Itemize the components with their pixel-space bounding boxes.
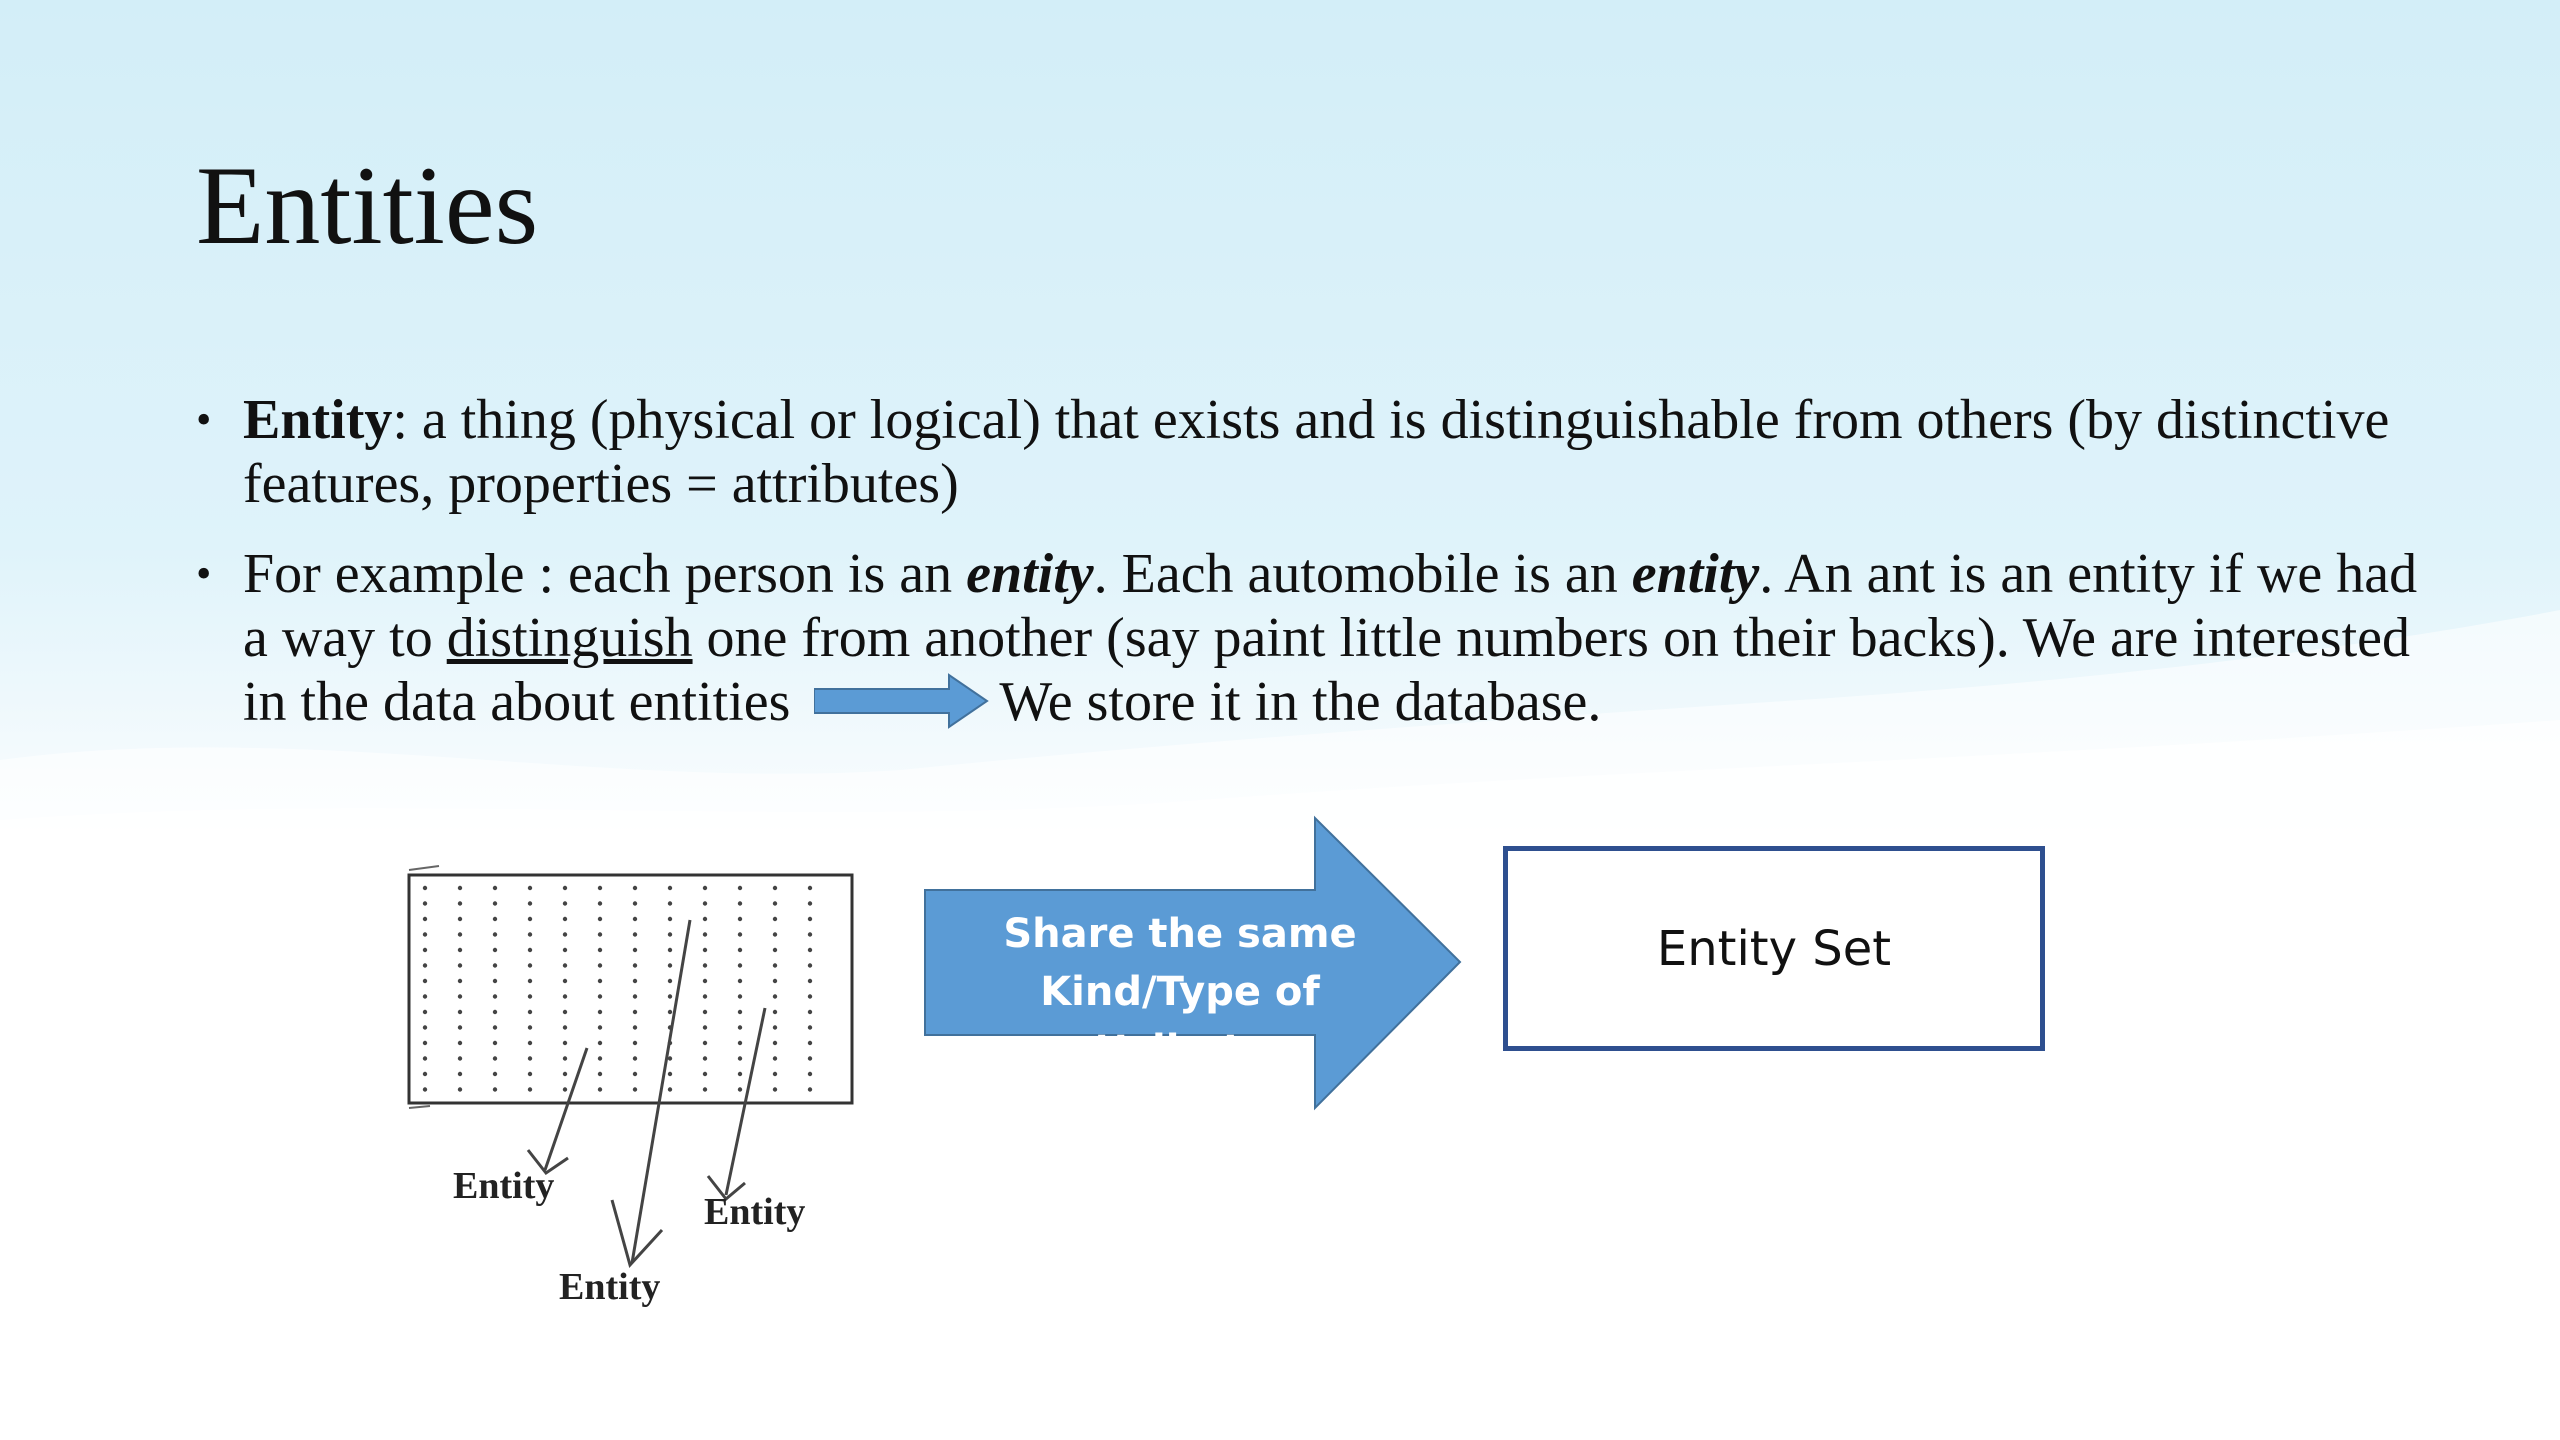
grid-dot (703, 1025, 707, 1029)
grid-dot (633, 932, 637, 936)
grid-dot (668, 901, 672, 905)
grid-dot (633, 886, 637, 890)
grid-dot (808, 932, 812, 936)
bullet-dot-icon: • (196, 549, 212, 598)
grid-dot (528, 979, 532, 983)
grid-dot (563, 1072, 567, 1076)
grid-dot (808, 917, 812, 921)
grid-dot (703, 1087, 707, 1091)
grid-dot (423, 994, 427, 998)
entity-label-bottom: Entity (559, 1266, 661, 1308)
grid-dot (563, 1056, 567, 1060)
grid-dot (633, 1087, 637, 1091)
grid-dot (703, 886, 707, 890)
entity-definition-text: : a thing (physical or logical) that exists and is distinguishable from others (by distinctive features, properties = attributes) (243, 389, 2390, 515)
grid-dot (598, 963, 602, 967)
example-text-4: one from another (say paint little numbers on their backs). We are interested in the data about entities (243, 607, 2410, 733)
grid-dot (808, 979, 812, 983)
grid-dot (598, 1056, 602, 1060)
grid-dot (668, 932, 672, 936)
grid-dot (458, 948, 462, 952)
grid-dot (808, 1010, 812, 1014)
grid-dot (773, 948, 777, 952)
grid-dot (458, 1041, 462, 1045)
grid-dot (773, 886, 777, 890)
grid-dot (458, 932, 462, 936)
grid-dot (633, 1056, 637, 1060)
grid-dot (703, 979, 707, 983)
grid-dot (563, 1087, 567, 1091)
grid-dot (773, 1010, 777, 1014)
grid-dot (773, 901, 777, 905)
grid-dot (493, 1010, 497, 1014)
grid-dot (633, 1025, 637, 1029)
arrow-caption-line-2: Kind/Type of attributes (1040, 969, 1320, 1073)
grid-dot (598, 886, 602, 890)
example-text-1: For example : each person is an (243, 543, 967, 605)
grid-dot (703, 901, 707, 905)
grid-dot (423, 1087, 427, 1091)
grid-dot (633, 963, 637, 967)
grid-dot (598, 1010, 602, 1014)
grid-dot (773, 1025, 777, 1029)
grid-dot (668, 994, 672, 998)
example-underlined-word: distinguish (446, 607, 693, 669)
slide-title: Entities (196, 144, 539, 268)
grid-dot (773, 1041, 777, 1045)
grid-dot (458, 1010, 462, 1014)
example-emphasis-1: entity (966, 543, 1094, 605)
grid-dot (493, 994, 497, 998)
arrow-caption (930, 905, 1430, 1079)
grid-dot (668, 886, 672, 890)
grid-dot (563, 901, 567, 905)
grid-dot (703, 1010, 707, 1014)
entity-set-box (1503, 846, 2045, 1051)
grid-dot (493, 1072, 497, 1076)
grid-dot (598, 948, 602, 952)
grid-dot (563, 1041, 567, 1045)
grid-dot (633, 994, 637, 998)
grid-dot (738, 948, 742, 952)
grid-dot (738, 994, 742, 998)
grid-dot (493, 886, 497, 890)
grid-dot (528, 1056, 532, 1060)
grid-dot (423, 917, 427, 921)
grid-dot (808, 1072, 812, 1076)
grid-dot (528, 917, 532, 921)
grid-dot (808, 1087, 812, 1091)
grid-dot (493, 979, 497, 983)
example-text-3: . An ant is an entity if we had a way to (243, 543, 2418, 669)
grid-dot (808, 886, 812, 890)
grid-dot (563, 948, 567, 952)
grid-dot (668, 963, 672, 967)
grid-dot (458, 1087, 462, 1091)
grid-dot (668, 948, 672, 952)
grid-dot (738, 917, 742, 921)
grid-dot (493, 917, 497, 921)
grid-dot (668, 979, 672, 983)
example-text-5: We store it in the database. (999, 671, 1602, 733)
grid-dot (493, 1025, 497, 1029)
grid-dot (528, 1025, 532, 1029)
grid-dot (633, 948, 637, 952)
grid-dot (598, 932, 602, 936)
grid-dot (563, 1025, 567, 1029)
grid-dot (528, 963, 532, 967)
grid-dot (703, 1072, 707, 1076)
grid-dot (423, 1010, 427, 1014)
grid-dot (493, 1087, 497, 1091)
grid-dot (493, 963, 497, 967)
grid-dot (423, 1041, 427, 1045)
grid-dot (738, 963, 742, 967)
grid-dot (703, 917, 707, 921)
grid-dot (773, 1072, 777, 1076)
grid-dot (458, 901, 462, 905)
grid-dot (563, 994, 567, 998)
grid-dot (528, 1072, 532, 1076)
entity-term: Entity (243, 389, 393, 451)
example-emphasis-2: entity (1631, 543, 1760, 605)
grid-dot (668, 1056, 672, 1060)
grid-dot (423, 1072, 427, 1076)
grid-dot (528, 901, 532, 905)
grid-dot (773, 917, 777, 921)
grid-dot (528, 886, 532, 890)
grid-dot (423, 979, 427, 983)
grid-dot (773, 994, 777, 998)
grid-dot (458, 886, 462, 890)
grid-dot (633, 901, 637, 905)
grid-dot (668, 1087, 672, 1091)
grid-dot (738, 1072, 742, 1076)
grid-dot (703, 994, 707, 998)
grid-dot (493, 932, 497, 936)
entity-set-label: Entity Set (1656, 920, 1892, 977)
grid-dot (528, 932, 532, 936)
grid-dot (633, 1041, 637, 1045)
grid-dot (458, 979, 462, 983)
entity-label-right: Entity (704, 1191, 806, 1233)
grid-dot (738, 1010, 742, 1014)
grid-dot (773, 1087, 777, 1091)
grid-dot (738, 1087, 742, 1091)
grid-dot (423, 1056, 427, 1060)
grid-dot (528, 1010, 532, 1014)
grid-dot (773, 932, 777, 936)
grid-dot (598, 1072, 602, 1076)
grid-dot (598, 994, 602, 998)
grid-dot (493, 1056, 497, 1060)
grid-dot (808, 1025, 812, 1029)
grid-dot (528, 1041, 532, 1045)
grid-dot (458, 963, 462, 967)
grid-dot (738, 1025, 742, 1029)
example-text-2: . Each automobile is an (1093, 543, 1632, 605)
grid-dot (423, 948, 427, 952)
grid-dot (808, 994, 812, 998)
grid-dot (808, 963, 812, 967)
grid-dot (598, 1025, 602, 1029)
grid-dot (563, 917, 567, 921)
grid-dot (528, 948, 532, 952)
grid-dot (703, 932, 707, 936)
grid-dot (598, 1087, 602, 1091)
grid-dot (528, 994, 532, 998)
grid-dot (598, 979, 602, 983)
grid-dot (738, 979, 742, 983)
grid-dot (668, 917, 672, 921)
grid-dot (738, 1056, 742, 1060)
grid-dot (423, 886, 427, 890)
grid-dot (493, 1041, 497, 1045)
grid-dot (633, 917, 637, 921)
grid-dot (773, 963, 777, 967)
grid-dot (738, 886, 742, 890)
grid-dot (458, 1056, 462, 1060)
grid-dot (598, 901, 602, 905)
grid-dot (773, 1056, 777, 1060)
grid-dot (423, 932, 427, 936)
grid-dot (493, 948, 497, 952)
grid-dot (563, 886, 567, 890)
grid-dot (423, 1025, 427, 1029)
grid-dot (493, 901, 497, 905)
grid-dot (668, 1010, 672, 1014)
grid-dot (633, 1072, 637, 1076)
grid-dot (668, 1072, 672, 1076)
grid-dot (458, 994, 462, 998)
entity-label-left: Entity (453, 1165, 555, 1207)
grid-dot (808, 1041, 812, 1045)
grid-dot (738, 901, 742, 905)
grid-dot (423, 963, 427, 967)
grid-dot (773, 979, 777, 983)
grid-dot (423, 901, 427, 905)
grid-dot (563, 1010, 567, 1014)
grid-dot (738, 932, 742, 936)
grid-dot (528, 1087, 532, 1091)
grid-dot (598, 1041, 602, 1045)
grid-dot (633, 979, 637, 983)
grid-dot (563, 932, 567, 936)
grid-dot (458, 1025, 462, 1029)
grid-dot (563, 979, 567, 983)
grid-dot (808, 948, 812, 952)
grid-dot (703, 948, 707, 952)
bullet-dot-icon: • (196, 395, 212, 444)
grid-dot (808, 901, 812, 905)
grid-dot (458, 917, 462, 921)
grid-dot (563, 963, 567, 967)
grid-dot (808, 1056, 812, 1060)
arrow-caption-line-1: Share the same (1003, 911, 1357, 957)
grid-dot (703, 1056, 707, 1060)
grid-dot (633, 1010, 637, 1014)
grid-dot (738, 1041, 742, 1045)
grid-dot (703, 1041, 707, 1045)
grid-dot (598, 917, 602, 921)
grid-dot (703, 963, 707, 967)
grid-dot (458, 1072, 462, 1076)
